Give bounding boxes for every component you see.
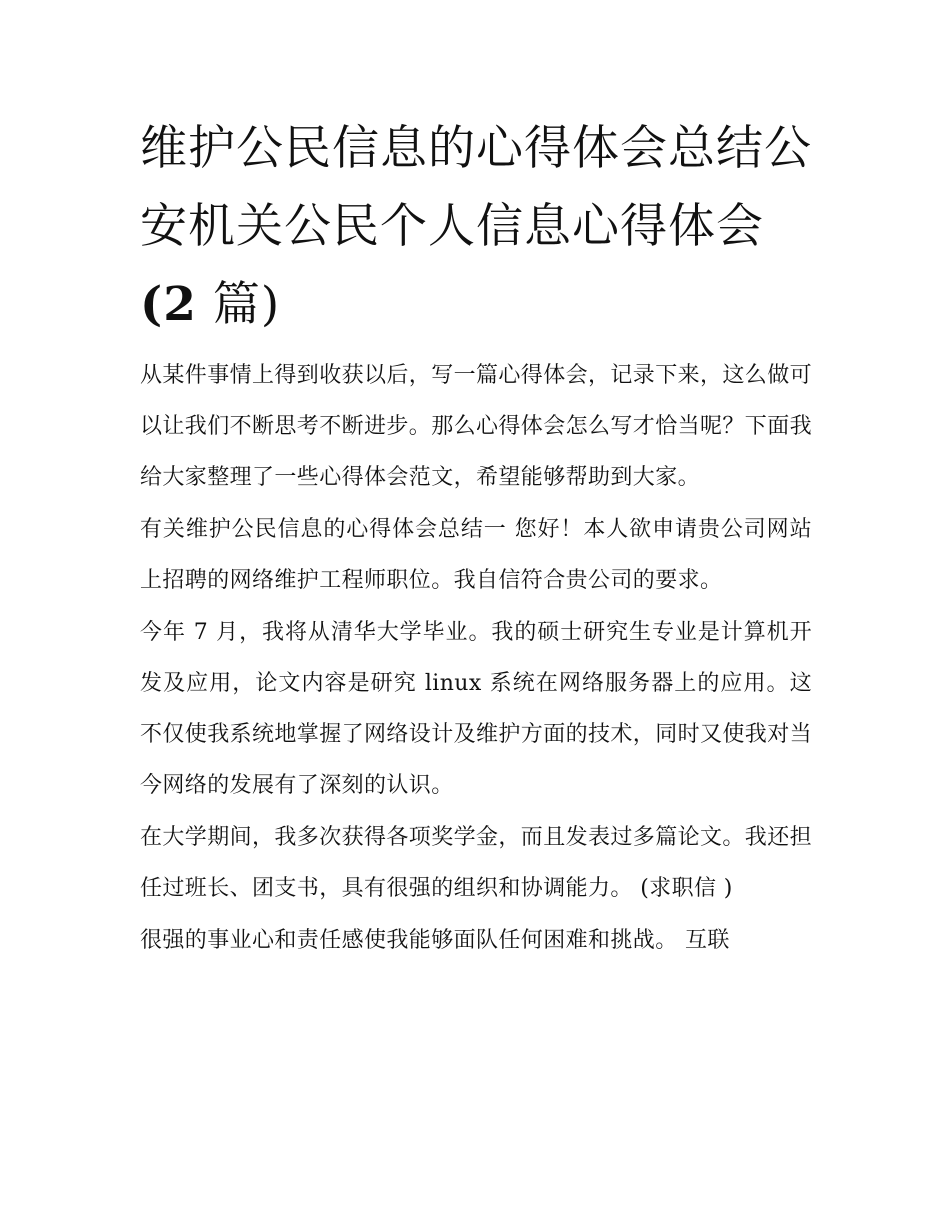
paragraph-education: 今年 7 月，我将从清华大学毕业。我的硕士研究生专业是计算机开发及应用，论文内容是研究 linux 系统在网络服务器上的应用。这不仅使我系统地掌握了网络设计及维护方面的技术，同时又使我对当今网络的发展有了深刻的认识。 <box>140 620 813 798</box>
title-count: 2 <box>163 277 197 332</box>
document-title <box>140 110 812 344</box>
title-text: 维护公民信息的心得体会总结公安机关公民个人信息心得体会 <box>140 121 812 254</box>
paragraph-motivation: 很强的事业心和责任感使我能够面队任何困难和挑战。 互联 <box>140 928 730 953</box>
title-paren-open: ( <box>140 277 164 332</box>
paragraph-achievements: 在大学期间，我多次获得各项奖学金，而且发表过多篇论文。我还担任过班长、团支书，具有很强的组织和协调能力。 (求职信 ) <box>140 825 813 901</box>
paragraph-greeting: 有关维护公民信息的心得体会总结一 您好！本人欲申请贵公司网站上招聘的网络维护工程师职位。我自信符合贵公司的要求。 <box>140 517 812 593</box>
document-body <box>140 110 812 967</box>
paragraph-intro: 从某件事情上得到收获以后，写一篇心得体会，记录下来，这么做可以让我们不断思考不断进步。那么心得体会怎么写才恰当呢？下面我给大家整理了一些心得体会范文，希望能够帮助到大家。 <box>140 363 813 490</box>
title-suffix: 篇) <box>196 277 281 332</box>
